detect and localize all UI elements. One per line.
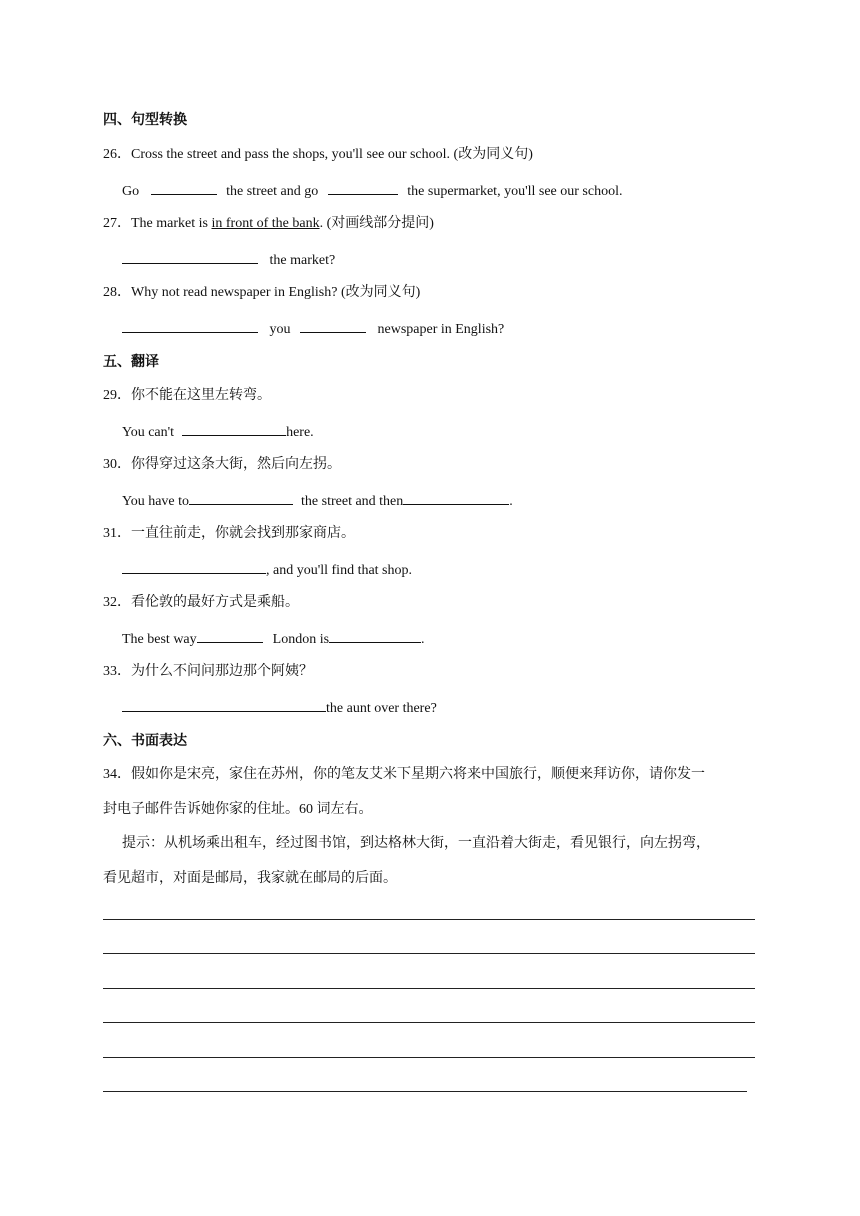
- question-number: 26．: [103, 147, 131, 162]
- answer-blank[interactable]: [197, 629, 263, 643]
- answer-blank[interactable]: [122, 319, 258, 333]
- question-31: [103, 525, 355, 543]
- hint-line-2: 看见超市，对面是邮局，我家就在邮局的后面。: [103, 871, 397, 886]
- answer-text: You can't: [122, 425, 175, 440]
- answer-blank[interactable]: [151, 181, 217, 195]
- answer-blank[interactable]: [189, 491, 293, 505]
- answer-text: you: [269, 322, 291, 337]
- writing-line[interactable]: [103, 988, 755, 989]
- answer-text: the supermarket, you'll see our school.: [407, 184, 623, 199]
- question-30: [103, 456, 341, 474]
- answer-blank[interactable]: [182, 422, 286, 436]
- section-heading-5: 五、翻译: [103, 354, 159, 370]
- question-instruction: . (对画线部分提问): [319, 216, 434, 231]
- answer-blank[interactable]: [328, 181, 398, 195]
- section-heading-4: 四、句型转换: [103, 112, 187, 128]
- answer-29: [122, 422, 314, 442]
- writing-line[interactable]: [103, 1091, 747, 1092]
- answer-text: .: [509, 494, 513, 509]
- answer-blank[interactable]: [329, 629, 421, 643]
- answer-text: Go: [122, 184, 140, 199]
- answer-33: [122, 698, 437, 718]
- answer-blank[interactable]: [122, 560, 266, 574]
- question-prompt: The market is: [131, 216, 212, 231]
- question-prompt: 看伦敦的最好方式是乘船。: [131, 595, 299, 610]
- question-34-line-2: 封电子邮件告诉她你家的住址。60 词左右。: [103, 802, 373, 817]
- question-prompt: Why not read newspaper in English? (改为同义句): [131, 285, 421, 300]
- question-number: 27．: [103, 216, 131, 231]
- question-prompt: 你不能在这里左转弯。: [131, 388, 271, 403]
- answer-31: [122, 560, 412, 580]
- answer-text: the market?: [269, 253, 336, 268]
- answer-32: [122, 629, 425, 649]
- writing-line[interactable]: [103, 919, 755, 920]
- answer-text: .: [421, 632, 425, 647]
- answer-text: the street and go: [226, 184, 319, 199]
- question-number: 33．: [103, 664, 131, 679]
- answer-blank[interactable]: [122, 698, 326, 712]
- question-27: [103, 215, 434, 233]
- question-number: 28．: [103, 285, 131, 300]
- underlined-phrase: in front of the bank: [211, 216, 320, 231]
- question-28: [103, 284, 420, 302]
- answer-text: here.: [286, 425, 314, 440]
- question-prompt: 一直往前走，你就会找到那家商店。: [131, 526, 355, 541]
- answer-26: [122, 181, 622, 201]
- question-number: 32．: [103, 595, 131, 610]
- answer-text: London is: [272, 632, 330, 647]
- section-heading-6: 六、书面表达: [103, 733, 187, 749]
- question-34-line-1: 34．假如你是宋亮，家住在苏州，你的笔友艾米下星期六将来中国旅行，顺便来拜访你，请你发一: [103, 767, 705, 782]
- answer-blank[interactable]: [403, 491, 509, 505]
- answer-27: [122, 250, 335, 270]
- writing-line[interactable]: [103, 953, 755, 954]
- answer-blank[interactable]: [122, 250, 258, 264]
- answer-blank[interactable]: [300, 319, 366, 333]
- answer-text: You have to: [122, 494, 190, 509]
- answer-text: The best way: [122, 632, 197, 647]
- question-29: [103, 387, 271, 405]
- answer-text: the street and then: [301, 494, 404, 509]
- question-26: [103, 146, 533, 164]
- question-33: [103, 663, 313, 681]
- question-32: [103, 594, 299, 612]
- question-number: 29．: [103, 388, 131, 403]
- question-prompt: Cross the street and pass the shops, you'll see our school. (改为同义句): [131, 147, 533, 162]
- question-prompt: 为什么不问问那边那个阿姨？: [131, 664, 313, 679]
- answer-text: the aunt over there?: [326, 701, 437, 716]
- answer-text: newspaper in English?: [377, 322, 505, 337]
- question-prompt: 你得穿过这条大街，然后向左拐。: [131, 457, 341, 472]
- question-number: 31．: [103, 526, 131, 541]
- answer-30: [122, 491, 513, 511]
- answer-28: [122, 319, 504, 339]
- question-number: 30．: [103, 457, 131, 472]
- writing-line[interactable]: [103, 1022, 755, 1023]
- answer-text: , and you'll find that shop.: [266, 563, 413, 578]
- hint-line-1: 提示：从机场乘出租车，经过图书馆，到达格林大街，一直沿着大街走，看见银行，向左拐弯，: [122, 836, 710, 851]
- writing-line[interactable]: [103, 1057, 755, 1058]
